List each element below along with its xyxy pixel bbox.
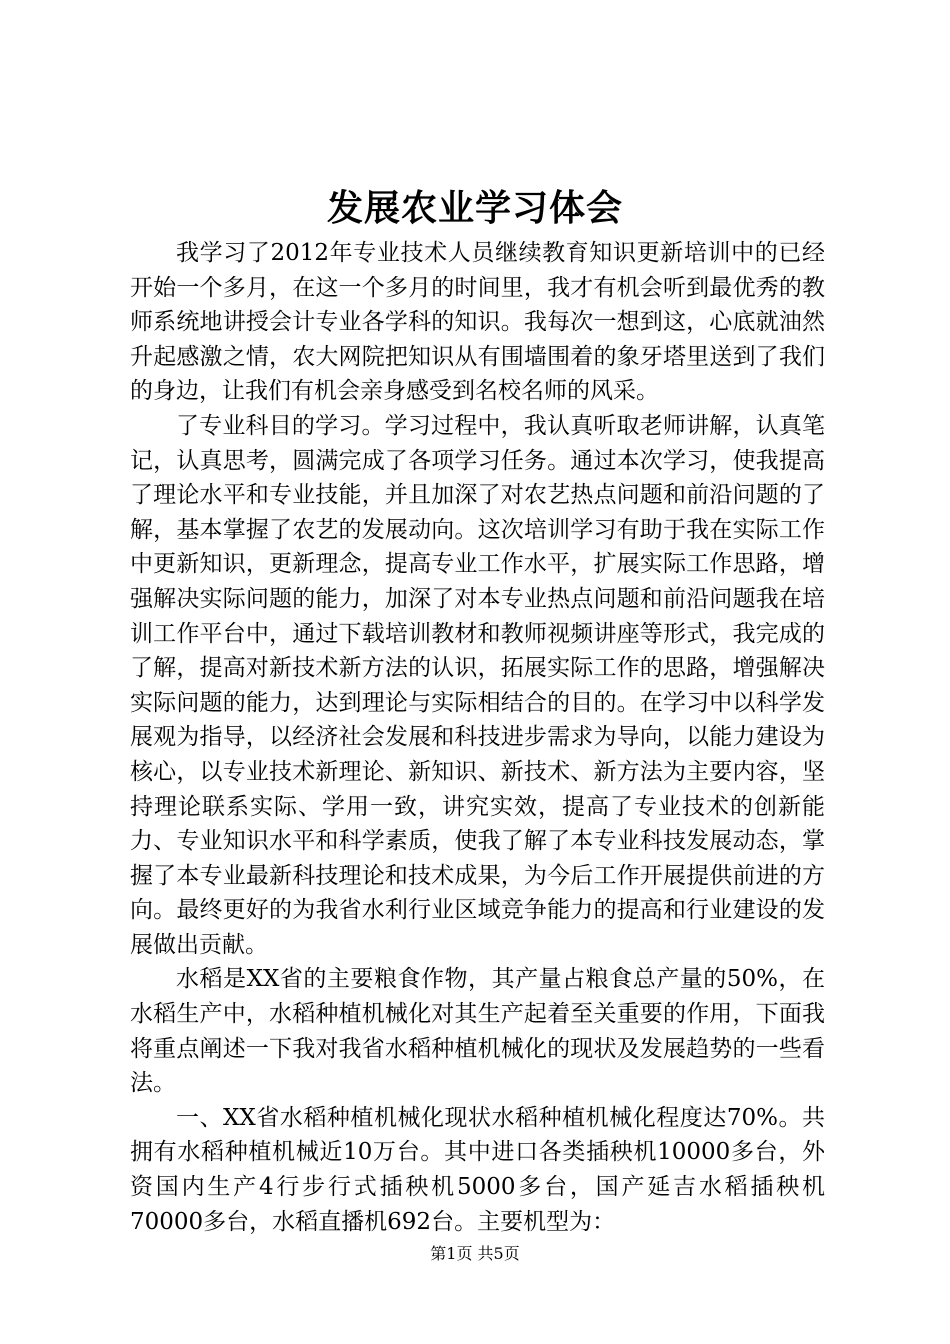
paragraph-4: 一、XX省水稻种植机械化现状水稻种植机械化程度达70%。共拥有水稻种植机械近10万台。其中进口各类插秧机10000多台，外资国内生产4行步行式插秧机5000多台，国产延吉水稻插秧机70000多台，水稻直播机692台。主要机型为： [130, 1104, 825, 1235]
paragraph-1: 我学习了2012年专业技术人员继续教育知识更新培训中的已经开始一个多月，在这一个多月的时间里，我才有机会听到最优秀的教师系统地讲授会计专业各学科的知识。我每次一想到这，心底就油然升起感激之情，农大网院把知识从有围墙围着的象牙塔里送到了我们的身边，让我们有机会亲身感受到名校名师的风采。 [130, 240, 825, 405]
document-title: 发展农业学习体会 [326, 187, 623, 229]
document-body [130, 236, 825, 1239]
paragraph-2: 了专业科目的学习。学习过程中，我认真听取老师讲解，认真笔记，认真思考，圆满完成了各项学习任务。通过本次学习，使我提高了理论水平和专业技能，并且加深了对农艺热点问题和前沿问题的了解，基本掌握了农艺的发展动向。这次培训学习有助于我在实际工作中更新知识，更新理念，提高专业工作水平，扩展实际工作思路，增强解决实际问题的能力，加深了对本专业热点问题和前沿问题我在培训工作平台中，通过下载培训教材和教师视频讲座等形式，我完成的了解，提高对新技术新方法的认识，拓展实际工作的思路，增强解决实际问题的能力，达到理论与实际相结合的目的。在学习中以科学发展观为指导，以经济社会发展和科技进步需求为导向，以能力建设为核心，以专业技术新理论、新知识、新技术、新方法为主要内容，坚持理论联系实际、学用一致，讲究实效，提高了专业技术的创新能力、专业知识水平和科学素质，使我了解了本专业科技发展动态，掌握了本专业最新科技理论和技术成果，为今后工作开展提供前进的方向。最终更好的为我省水利行业区域竞争能力的提高和行业建设的发展做出贡献。 [130, 412, 825, 958]
paragraph-3: 水稻是XX省的主要粮食作物，其产量占粮食总产量的50%，在水稻生产中，水稻种植机械化对其生产起着至关重要的作用，下面我将重点阐述一下我对我省水稻种植机械化的现状及发展趋势的一些看法。 [130, 966, 825, 1097]
page-indicator: 第1页 共5页 [430, 1244, 520, 1263]
